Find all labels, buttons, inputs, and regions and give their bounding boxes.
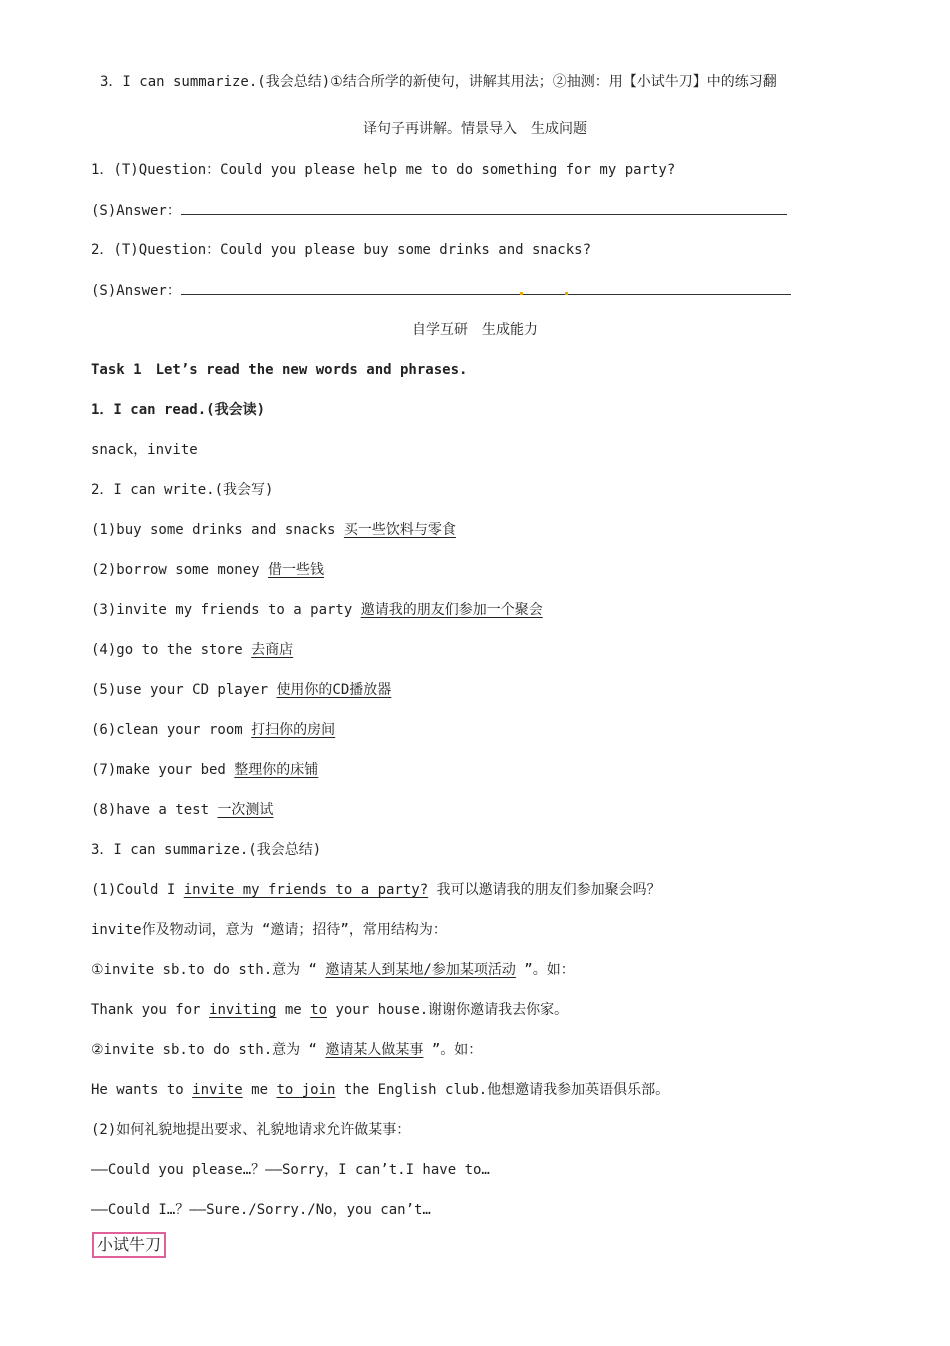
phrase-row: [91, 520, 456, 540]
ex1-part: me: [276, 1002, 311, 1018]
phrase-row: [91, 560, 324, 580]
practice-stamp-label: 小试牛刀: [92, 1232, 166, 1258]
usage-2: [91, 1040, 482, 1060]
answer-2-row: [91, 280, 791, 301]
decorative-dot: [565, 292, 568, 295]
usage-2-suffix: ”。如：: [423, 1042, 483, 1058]
ex1-part: your house.谢谢你邀请我去你家。: [327, 1002, 569, 1018]
ex2-answer-2: to join: [276, 1082, 336, 1098]
ex1-part: Thank you for: [91, 1002, 210, 1018]
question-1: 1．(T)Question：Could you please help me to do something for my party?: [91, 162, 676, 178]
ex2-part: me: [242, 1082, 277, 1098]
phrase-row: [91, 600, 543, 620]
example-2: [91, 1080, 669, 1100]
polite-heading: (2)如何礼貌地提出要求、礼貌地请求允许做某事：: [91, 1122, 411, 1138]
phrase-en: (7)make your bed: [91, 762, 235, 778]
phrase-cn-answer: 去商店: [251, 642, 294, 658]
phrase-en: (6)clean your room: [91, 722, 252, 738]
phrase-row: [91, 640, 293, 660]
answer-1-label: (S)Answer：: [91, 203, 181, 219]
usage-1-answer: 邀请某人到某地/参加某项活动: [325, 962, 516, 978]
phrase-en: (3)invite my friends to a party: [91, 602, 361, 618]
example-1: [91, 1000, 568, 1020]
ex1-answer-1: inviting: [209, 1002, 277, 1018]
phrase-en: (5)use your CD player: [91, 682, 277, 698]
read-heading: 1．I can read.(我会读): [91, 402, 266, 418]
s1-answer: invite my friends to a party?: [183, 882, 429, 898]
phrase-row: [91, 680, 391, 700]
answer-1-row: [91, 200, 787, 221]
answer-2-label: (S)Answer：: [91, 283, 181, 299]
task-title: Task 1 Let’s read the new words and phrases.: [91, 362, 468, 378]
phrase-row: [91, 800, 273, 820]
phrase-cn-answer: 买一些饮料与零食: [343, 522, 456, 538]
decorative-dot: [520, 292, 523, 295]
summarize-instruction-line1: 3．I can summarize.(我会总结)①结合所学的新使句，讲解其用法；②抽测：用【小试牛刀】中的练习翻: [100, 74, 777, 90]
phrase-en: (4)go to the store: [91, 642, 252, 658]
phrase-en: (8)have a test: [91, 802, 218, 818]
ex2-part: He wants to: [91, 1082, 193, 1098]
question-2: 2．(T)Question：Could you please buy some drinks and snacks?: [91, 242, 592, 258]
phrase-en: (1)buy some drinks and snacks: [91, 522, 344, 538]
phrase-cn-answer: 打扫你的房间: [251, 722, 336, 738]
usage-2-answer: 邀请某人做某事: [325, 1042, 424, 1058]
usage-1-suffix: ”。如：: [515, 962, 575, 978]
phrase-cn-answer: 邀请我的朋友们参加一个聚会: [360, 602, 543, 618]
ex2-answer-1: invite: [192, 1082, 243, 1098]
phrase-row: [91, 720, 335, 740]
phrase-cn-answer: 整理你的床铺: [234, 762, 319, 778]
dialog-line-2: ——Could I…？——Sure./Sorry./No，you can’t…: [91, 1202, 431, 1218]
phrase-cn-answer: 一次测试: [217, 802, 274, 818]
ex2-part: the English club.他想邀请我参加英语俱乐部。: [335, 1082, 670, 1098]
phrase-cn-answer: 使用你的CD播放器: [276, 682, 392, 698]
dialog-line-1: ——Could you please…？——Sorry，I can’t.I have to…: [91, 1162, 490, 1178]
answer-2-blank[interactable]: [181, 280, 791, 295]
summarize-instruction-line2: 译句子再讲解。情景导入 生成问题: [363, 121, 587, 137]
read-words: snack，invite: [91, 442, 198, 458]
s1-prefix: (1)Could I: [91, 882, 184, 898]
section-title: 自学互研 生成能力: [412, 322, 538, 338]
phrase-en: (2)borrow some money: [91, 562, 269, 578]
summary-sentence-1: [91, 880, 661, 900]
summarize-heading: 3．I can summarize.(我会总结): [91, 842, 322, 858]
usage-2-prefix: ②invite sb.to do sth.意为 “: [91, 1042, 326, 1058]
s1-suffix: 我可以邀请我的朋友们参加聚会吗？: [428, 882, 661, 898]
answer-1-blank[interactable]: [181, 200, 787, 215]
phrase-cn-answer: 借一些钱: [268, 562, 325, 578]
write-heading: 2．I can write.(我会写): [91, 482, 274, 498]
phrase-row: [91, 760, 318, 780]
ex1-answer-2: to: [310, 1002, 328, 1018]
invite-note: invite作及物动词，意为 “邀请；招待”，常用结构为：: [91, 922, 447, 938]
usage-1: [91, 960, 575, 980]
usage-1-prefix: ①invite sb.to do sth.意为 “: [91, 962, 326, 978]
